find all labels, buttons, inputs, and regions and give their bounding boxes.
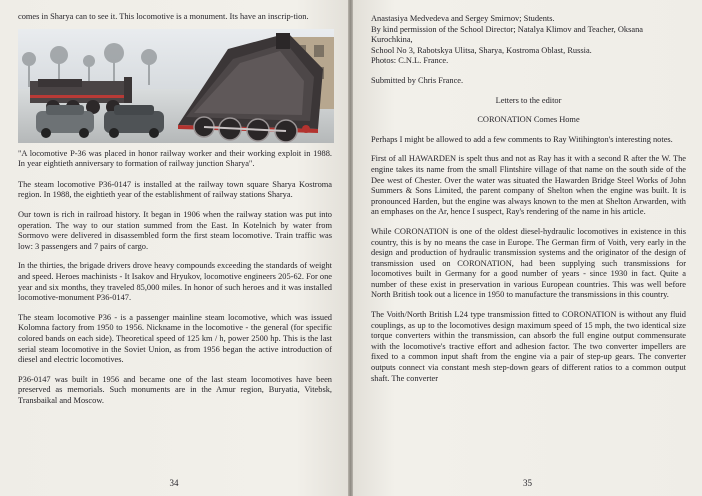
left-paragraph: P36-0147 was built in 1956 and became one of the last steam locomotives have been preserved as memorials. Such monuments are in the Amur region, Buryatia, Vitebsk, Transbaikal and Moscow. — [18, 374, 332, 405]
photo-caption: "A locomotive P-36 was placed in honor railway worker and their working exploit in 1988. In year eightieth anniversary to formation of railway junction Sharya". — [18, 148, 332, 169]
signature-line: Photos: C.N.L. France. — [371, 56, 449, 66]
submitted-by: Submitted by Chris France. — [371, 75, 464, 85]
locomotive-photo — [18, 29, 334, 143]
left-paragraph: The steam locomotive P36 - is a passenger mainline steam locomotive, which was issued Kolomna factory from 1950 to 1956. Nickname in the locomotive - the general (for specific colored bands on each side). Theoretical speed of 125 km / h, power 2500 hp. This is the last serial steam locomotive in the Soviet Union, as from 1956 began the active introduction of diesel and electric locomotives. — [18, 312, 332, 365]
locomotive-photo-image — [18, 29, 334, 143]
left-page-number: 34 — [169, 478, 179, 488]
left-paragraph: Our town is rich in railroad history. It began in 1906 when the railway station was put into operation. The way to our station summed from the East. In Kotelnich by water from Sormovo were delivered in disassembled form the first steam locomotive. Train traffic was low: 3 passengers and 7 pairs of cargo. — [18, 209, 332, 251]
right-paragraph: Perhaps I might be allowed to add a few comments to Ray Witihington's interesting notes. — [371, 134, 673, 144]
article-title: CORONATION Comes Home — [477, 115, 580, 125]
right-page — [353, 0, 702, 496]
signature-line: School No 3, Rabotskya Ulitsa, Sharya, Kostroma Oblast, Russia. — [371, 45, 592, 55]
signature-line: By kind permission of the School Director; Natalya Klimov and Teacher, Oksana Kurochkina, — [371, 24, 643, 45]
signature-line: Anastasiya Medvedeva and Sergey Smirnov; Students. — [371, 14, 555, 23]
right-paragraph: First of all HAWARDEN is spelt thus and not as Ray has it with a second R after the W. The engine takes its name from the small Flintshire village of that name on the south side of the Dee west of Chester. Over the water was situated the Hawarden Bridge Steel Works of John Summers & Sons Limited, the parent company of Shelton when the engine was built. It is pronounced Harden, but the engine was always known to the men at Shelton Arwarden, with an emphases on the Ar, hence I suspect, Ray's rendering of the name in his article. — [371, 154, 686, 217]
right-page-number: 35 — [523, 478, 532, 488]
right-paragraph: While CORONATION is one of the oldest diesel-hydraulic locomotives in existence in this country, this is by no means the case in Europe. The German firm of Voith, very early in the design and production of hydraulic transmission systems and the originator of the design of transmission used on CORONATION, had been supplying such transmissions for locomotives built in Germany for a good number of years - since 1930 in fact. Quite a number of these exist in preservation in various European countries. This was well before North British took out a licence in 1950 to manufacture the transmissions in this country. — [371, 226, 686, 300]
left-paragraph: The steam locomotive P36-0147 is installed at the railway town square Sharya Kostroma region. In 1988, the eightieth year of the establishment of railway stations Sharya. — [18, 179, 332, 200]
left-page — [0, 0, 348, 496]
section-title: Letters to the editor — [495, 95, 562, 105]
left-top-text: comes in Sharya can to see it. This locomotive is a monument. Its have an inscrip-tion. — [18, 12, 309, 21]
right-paragraph: The Voith/North British L24 type transmission fitted to CORONATION is without any fluid couplings, as up to the locomotives design maximum speed of 15 mph, the two identical size torque converters within the transmission, can absorb the full engine output commensurate with the locomotive's tractive effort and adhesion factor. The two converter impellers are fixed to a common input shaft from the engine via a pair of step-up gears. The converter outputs connect via constant mesh step-down gears of different ratios to a common output shaft. The converter — [371, 310, 686, 383]
left-paragraph: In the thirties, the brigade drivers drove heavy compounds exceeding the standards of weight and speed. Heroes machinists - It Isakov and Hryukov, locomotive engineers 205-62. For one year and six months, they traveled 85,000 miles. In honor of such heroes and it was installed locomotive-monument P36-0147. — [18, 261, 332, 303]
